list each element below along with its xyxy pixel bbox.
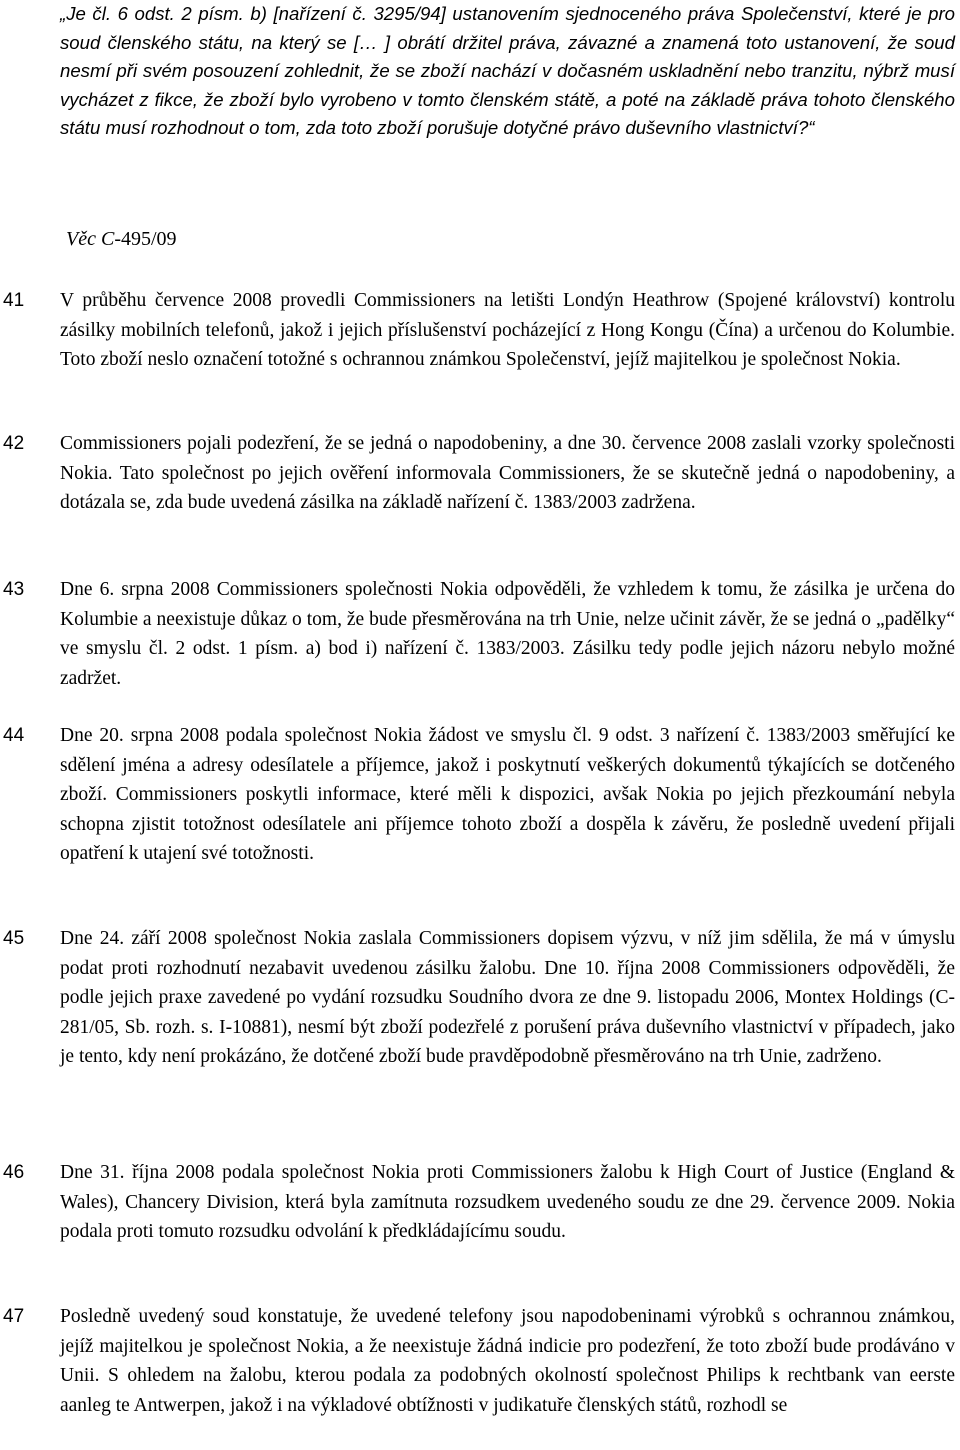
paragraph-text: Dne 6. srpna 2008 Commissioners společnosti Nokia odpověděli, že vzhledem k tomu, že zásilka je určena do Kolumbie a neexistuje důkaz o tom, že bude přesměrována na trh Unie, nelze učinit závěr, že se jedná o „padělky“ ve smyslu čl. 2 odst. 1 písm. a) bod i) nařízení č. 1383/2003. Zásilku tedy podle jejich názoru nebylo možné zadržet.: [60, 579, 955, 689]
case-prefix: Věc C: [66, 228, 115, 250]
paragraph-number: 43: [3, 579, 25, 600]
paragraph-text: Dne 31. října 2008 podala společnost Nokia proti Commissioners žalobu k High Court of Justice (England & Wales), Chancery Division, která byla zamítnuta rozsudkem uvedeného soudu ze dne 29. července 2009. Nokia podala proti tomuto rozsudku odvolání k předkládajícímu soudu.: [60, 1162, 955, 1242]
paragraph-text: Posledně uvedený soud konstatuje, že uvedené telefony jsou napodobeninami výrobků s ochrannou známkou, jejíž majitelkou je společnost Nokia, a že neexistuje žádná indicie pro podezření, že toto zboží bude prodáváno v Unii. S ohledem na žalobu, kterou podala za podobných okolností společnost Philips k rechtbank van eerste aanleg te Antwerpen, jakož i na výkladové obtížnosti v judikatuře členských států, rozhodl se: [60, 1306, 955, 1416]
paragraph-text: Dne 20. srpna 2008 podala společnost Nokia žádost ve smyslu čl. 9 odst. 3 nařízení č. 1383/2003 směřující ke sdělení jména a adresy odesílatele a příjemce, jakož i poskytnutí veškerých dokumentů týkajících se dotčeného zboží. Commissioners poskytli informace, které měli k dispozici, avšak Nokia po jejich přezkoumání nebyla schopna zjistit totožnost odesílatele ani příjemce tohoto zboží a dospěla k závěru, že posledně uvedení přijali opatření k utajení své totožnosti.: [60, 725, 955, 864]
preliminary-question-quote: „Je čl. 6 odst. 2 písm. b) [nařízení č. 3295/94] ustanovením sjednoceného práva Společenství, které je pro soud členského státu, na který se [… ] obrátí držitel práva, závazné a znamená toto ustanovení, že soud nesmí při svém posouzení zohlednit, že se zboží nachází v dočasném uskladnění nebo tranzitu, nýbrž musí vycházet z fikce, že zboží bylo vyrobeno v tomto členském státě, a poté na základě práva tohoto členského státu musí rozhodnout o tom, zda toto zboží porušuje dotyčné právo duševního vlastnictví?“: [60, 3, 955, 138]
case-reference: [66, 224, 177, 254]
paragraph-number: 45: [3, 928, 25, 949]
paragraph-number: 47: [3, 1306, 25, 1327]
paragraph-number: 42: [3, 433, 25, 454]
case-number: -495/09: [114, 228, 177, 250]
paragraph-text: V průběhu července 2008 provedli Commissioners na letišti Londýn Heathrow (Spojené království) kontrolu zásilky mobilních telefonů, jakož i jejich příslušenství pocházející z Hong Kongu (Čína) a určenou do Kolumbie. Toto zboží neslo označení totožné s ochrannou známkou Společenství, jejíž majitelkou je společnost Nokia.: [60, 290, 955, 370]
paragraph-number: 46: [3, 1162, 25, 1183]
paragraph-number: 44: [3, 725, 25, 746]
paragraph-text: Commissioners pojali podezření, že se jedná o napodobeniny, a dne 30. července 2008 zaslali vzorky společnosti Nokia. Tato společnost po jejich ověření informovala Commissioners, že se skutečně jedná o napodobeniny, a dotázala se, zda bude uvedená zásilka na základě nařízení č. 1383/2003 zadržena.: [60, 433, 955, 513]
paragraph-number: 41: [3, 290, 25, 311]
paragraph-text: Dne 24. září 2008 společnost Nokia zaslala Commissioners dopisem výzvu, v níž jim sdělila, že má v úmyslu podat proti rozhodnutí nezabavit uvedenou zásilku žalobu. Dne 10. října 2008 Commissioners odpověděli, že podle jejich praxe zavedené po vydání rozsudku Soudního dvora ze dne 9. listopadu 2006, Montex Holdings (C-281/05, Sb. rozh. s. I-10881), nesmí být zboží podezřelé z porušení práva duševního vlastnictví v případech, jako je tento, kdy není prokázáno, že dotčené zboží bude pravděpodobně přesměrováno na trh Unie, zadrženo.: [60, 928, 955, 1067]
